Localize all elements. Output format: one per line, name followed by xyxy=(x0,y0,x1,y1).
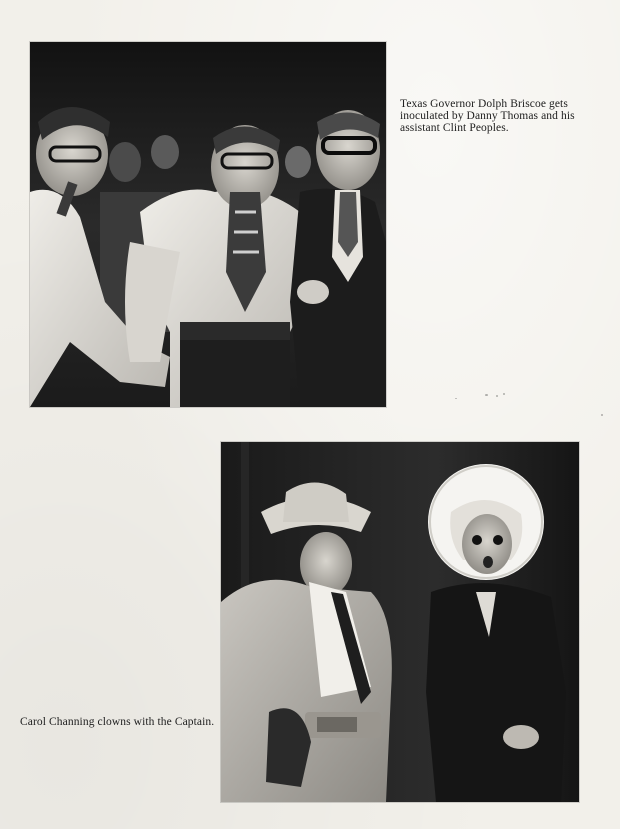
scan-speck xyxy=(496,395,498,397)
scan-speck xyxy=(503,393,505,395)
scan-speck xyxy=(601,414,603,416)
photo-inoculation-illustration xyxy=(30,42,386,407)
caption-carol-channing: Carol Channing clowns with the Captain. xyxy=(20,716,215,728)
caption-inoculation: Texas Governor Dolph Briscoe gets inoculated by Danny Thomas and his assistant Clint Peoples. xyxy=(400,98,575,134)
scan-speck xyxy=(455,398,457,399)
photo-inoculation xyxy=(30,42,386,407)
photo-carol-channing xyxy=(221,442,579,802)
scan-speck xyxy=(485,394,488,396)
photo-carol-channing-illustration xyxy=(221,442,579,802)
